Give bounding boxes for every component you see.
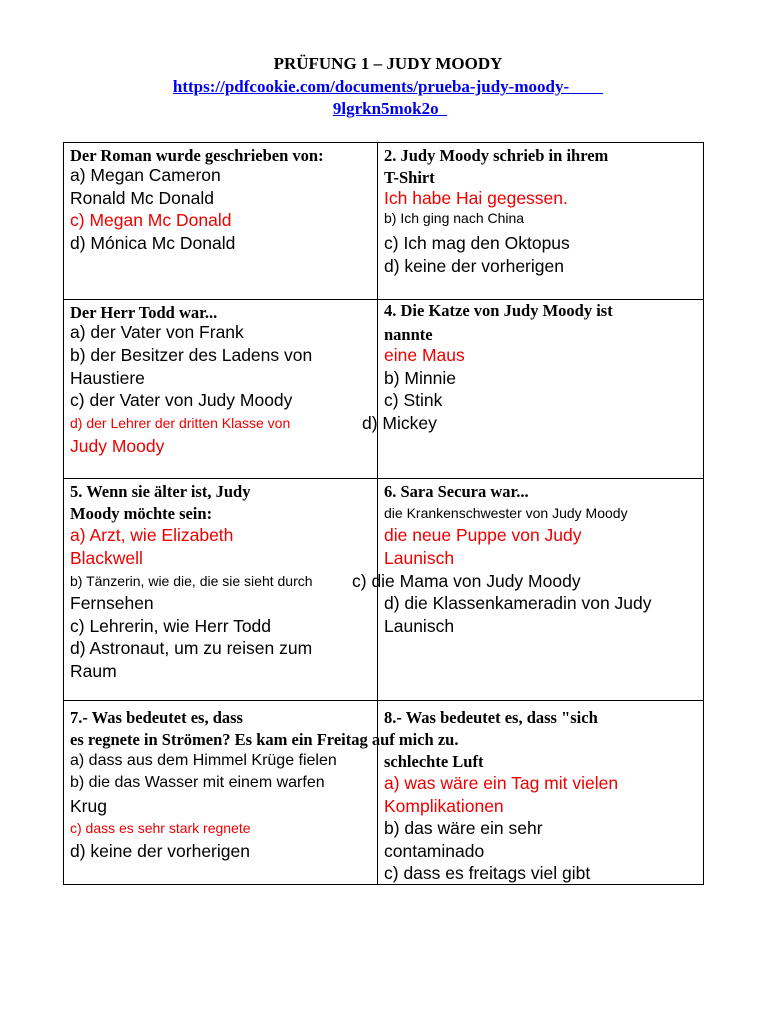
answer-option: Fernsehen [70,593,154,613]
answer-option: c) Lehrerin, wie Herr Todd [70,616,272,636]
answer-option: b) das wäre ein sehr [384,818,543,838]
answer-option: b) der Besitzer des Ladens von [70,345,313,365]
answer-option: die Krankenschwester von Judy Moody [384,505,628,521]
answer-option: a) dass aus dem Himmel Krüge fielen [70,752,337,769]
answer-option-correct: c) dass es sehr stark regnete [70,820,251,836]
question-text: 4. Die Katze von Judy Moody ist [384,301,613,320]
answer-option: b) Minnie [384,368,456,388]
answer-option: Raum [70,661,117,681]
answer-option: Launisch [384,616,455,636]
question-text: 6. Sara Secura war... [384,482,529,501]
table-border-right [703,142,704,885]
answer-option: Haustiere [70,368,145,388]
answer-option-correct: c) Megan Mc Donald [70,210,232,230]
answer-option-correct: Komplikationen [384,796,504,816]
answer-option: b) Tänzerin, wie die, die sie sieht durch [70,573,313,589]
answer-option-correct: die neue Puppe von Judy [384,525,582,545]
answer-option-correct: a) Arzt, wie Elizabeth [70,525,234,545]
answer-option: c) Ich mag den Oktopus [384,233,570,253]
answer-option-correct: Blackwell [70,548,143,568]
table-border-left [63,142,64,885]
answer-option-correct: Launisch [384,548,455,568]
table-row-divider [63,700,704,701]
question-text: es regnete in Strömen? Es kam ein Freitag auf mich zu. [70,730,459,749]
answer-option: b) Ich ging nach China [384,210,525,226]
answer-option: contaminado [384,841,485,861]
question-text: nannte [384,325,433,344]
question-text: Der Roman wurde geschrieben von: [70,146,324,165]
question-text: 8.- Was bedeutet es, dass "sich [384,708,598,727]
answer-option: d) Astronaut, um zu reisen zum [70,638,313,658]
question-text: 5. Wenn sie älter ist, Judy [70,482,251,501]
question-text: Der Herr Todd war... [70,303,218,322]
answer-option: d) Mónica Mc Donald [70,233,236,253]
answer-option: c) der Vater von Judy Moody [70,390,293,410]
answer-option: a) der Vater von Frank [70,322,244,342]
answer-option: Krug [70,796,107,816]
question-text: 2. Judy Moody schrieb in ihrem [384,146,609,165]
answer-option: d) Mickey [362,413,437,433]
answer-option: Ronald Mc Donald [70,188,214,208]
answer-option-correct: Judy Moody [70,436,165,456]
answer-option: c) die Mama von Judy Moody [352,571,581,591]
question-text: Moody möchte sein: [70,504,213,523]
answer-option: c) dass es freitags viel gibt [384,863,591,883]
table-column-divider [377,142,378,885]
table-row-divider [63,478,704,479]
answer-option: b) die das Wasser mit einem warfen [70,774,325,791]
answer-option-correct: Ich habe Hai gegessen. [384,188,568,208]
question-text: 7.- Was bedeutet es, dass [70,708,243,727]
answer-option: d) keine der vorherigen [384,256,564,276]
answer-option: d) keine der vorherigen [70,841,250,861]
answer-option: a) Megan Cameron [70,165,221,185]
source-link[interactable]: https://pdfcookie.com/documents/prueba-judy-moody- [172,77,604,96]
page-title: PRÜFUNG 1 – JUDY MOODY [273,54,503,73]
answer-option: d) die Klassenkameradin von Judy [384,593,652,613]
question-text: schlechte Luft [384,752,484,771]
answer-option-correct: a) was wäre ein Tag mit vielen [384,773,619,793]
source-link-continued[interactable]: 9lgrkn5mok2o [332,99,448,118]
answer-option: c) Stink [384,390,443,410]
table-border-top [63,142,704,143]
answer-option-correct: d) der Lehrer der dritten Klasse von [70,415,291,431]
answer-option-correct: eine Maus [384,345,465,365]
question-text: T-Shirt [384,168,435,187]
